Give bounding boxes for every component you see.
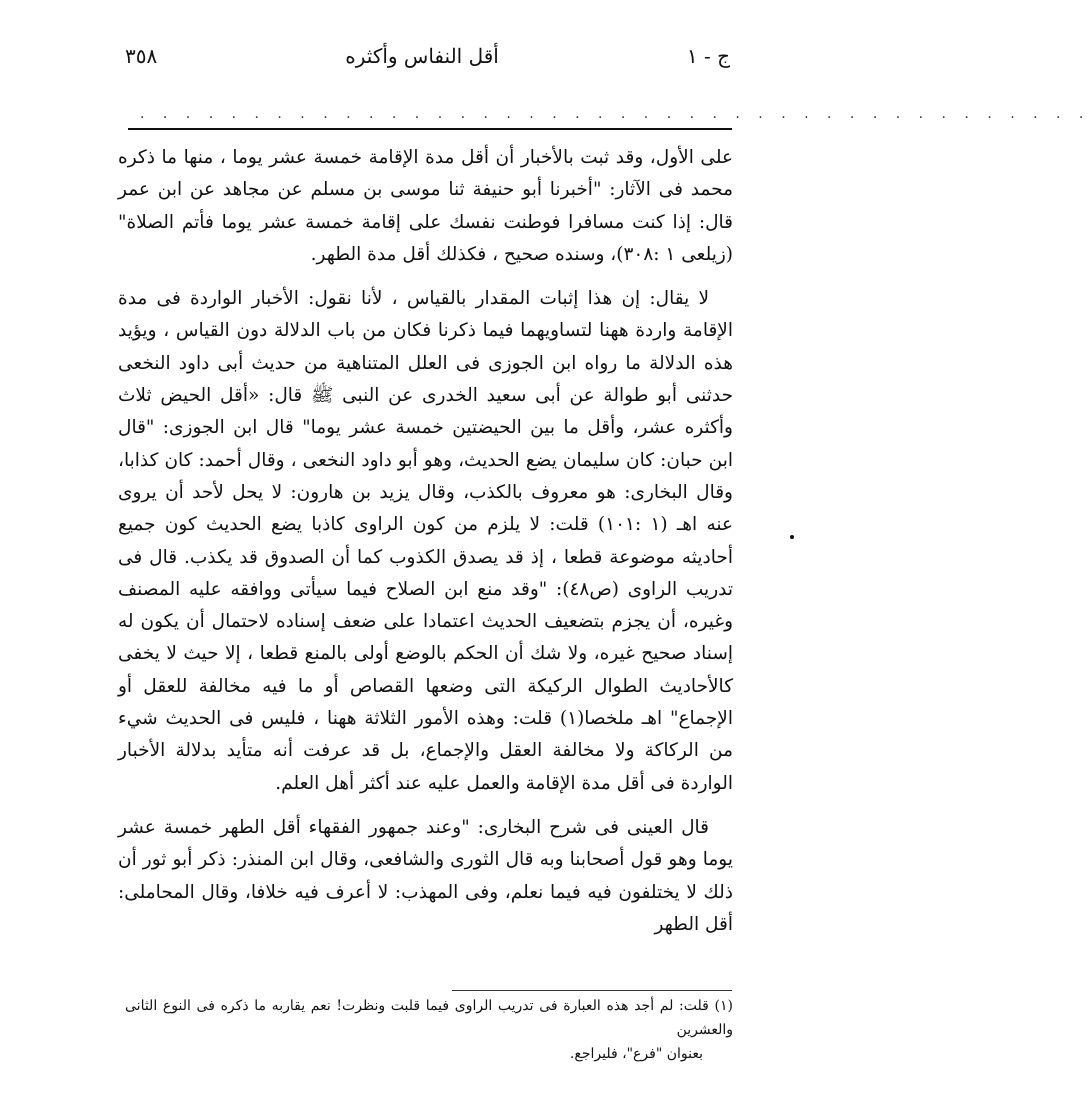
header-rule bbox=[128, 128, 732, 130]
footnote-rule bbox=[452, 990, 732, 991]
paragraph: قال العينى فى شرح البخارى: "وعند جمهور الفقهاء أقل الطهر خمسة عشر يوما وهو قول أصحابنا وبه قال الثورى والشافعى، وقال ابن المنذر: ذكر أبو ثور أن ذلك لا يختلفون فيه فيما نعلم، وفى المهذب: لا أعرف فيه خلافا، وقال المحاملى: أقل الطهر bbox=[118, 816, 733, 935]
page-number: ٣٥٨ bbox=[125, 44, 158, 68]
volume-label: ج - ١ bbox=[686, 44, 730, 68]
margin-mark bbox=[790, 535, 794, 539]
running-title: أقل النفاس وأكثره bbox=[345, 44, 499, 68]
page-header bbox=[125, 38, 730, 74]
main-text bbox=[118, 142, 733, 953]
dotted-separator: . . . . . . . . . . . . . . . . . . . . . . . . . . . . . . . . . . . . . . . . . . bbox=[140, 106, 1090, 122]
footnote bbox=[125, 994, 733, 1066]
paragraph: على الأول، وقد ثبت بالأخبار أن أقل مدة الإقامة خمسة عشر يوما ، منها ما ذكره محمد فى الآثار: "أخبرنا أبو حنيفة ثنا موسى بن مسلم عن مجاهد عن ابن عمر قال: إذا كنت مسافرا فوطنت نفسك على إقامة خمسة عشر يوما فأتم الصلاة" (زيلعى ١ :٣٠٨)، وسنده صحيح ، فكذلك أقل مدة الطهر. bbox=[118, 147, 733, 265]
paragraph: لا يقال: إن هذا إثبات المقدار بالقياس ، لأنا نقول: الأخبار الواردة فى مدة الإقامة واردة ههنا لتساويهما فيما ذكرنا فكان من باب الدلالة دون القياس ، ويؤيد هذه الدلالة ما رواه ابن الجوزى فى العلل المتناهية من حديث أبى داود النخعى حدثنى أبو طوالة عن أبى سعيد الخدرى عن النبى ﷺ قال: «أقل الحيض ثلاث وأكثره عشر، وأقل ما بين الحيضتين خمسة عشر يوما" قال ابن الجوزى: "قال ابن حبان: كان سليمان يضع الحديث، وهو أبو داود النخعى ، وقال أحمد: كان كذابا، وقال البخارى: هو معروف بالكذب، وقال يزيد بن هارون: لا يحل لأحد أن يروى عنه اهـ (١ :١٠١) قلت: لا يلزم من كون الراوى كاذبا يضع الحديث كون جميع أحاديثه موضوعة قطعا ، إذ قد يصدق الكذوب كما أن الصدوق قد يكذب. قال فى تدريب الراوى (ص٤٨): "وقد منع ابن الصلاح فيما سيأتى ووافقه عليه المصنف وغيره، أن يجزم بتضعيف الحديث اعتمادا على ضعف إسناده لاحتمال أن يكون له إسناد صحيح غيره، ولا شك أن الحكم بالوضع أولى بالمنع قطعا ، إلا حيث لا يخفى كالأحاديث الطوال الركيكة التى وضعها القصاص أو ما فيه مخالفة للعقل أو الإجماع" اهـ ملخصا(١) قلت: وهذه الأمور الثلاثة ههنا ، فليس فى الحديث شيء من الركاكة ولا مخالفة العقل والإجماع، بل قد عرفت أنه متأيد بدلالة الأخبار الواردة فى أقل مدة الإقامة والعمل عليه عند أكثر أهل العلم. bbox=[118, 288, 733, 794]
footnote-line: (١) قلت: لم أجد هذه العبارة فى تدريب الراوى فيما قلبت ونظرت! نعم يقاربه ما ذكره فى النوع الثانى والعشرين bbox=[125, 998, 733, 1038]
footnote-line: بعنوان "فرع"، فليراجع. bbox=[569, 1046, 703, 1062]
